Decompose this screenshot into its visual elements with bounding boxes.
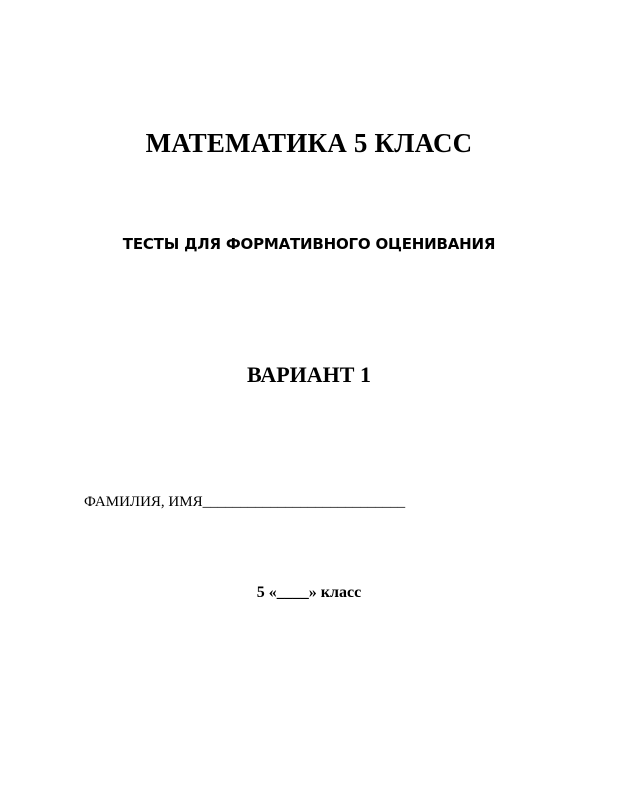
student-name-field: ФАМИЛИЯ, ИМЯ___________________________ [84, 494, 406, 510]
variant-heading: ВАРИАНТ 1 [247, 362, 371, 387]
document-title: МАТЕМАТИКА 5 КЛАСС [145, 128, 473, 158]
document-subtitle: ТЕСТЫ ДЛЯ ФОРМАТИВНОГО ОЦЕНИВАНИЯ [122, 235, 496, 253]
class-field: 5 «____» класс [256, 584, 362, 601]
